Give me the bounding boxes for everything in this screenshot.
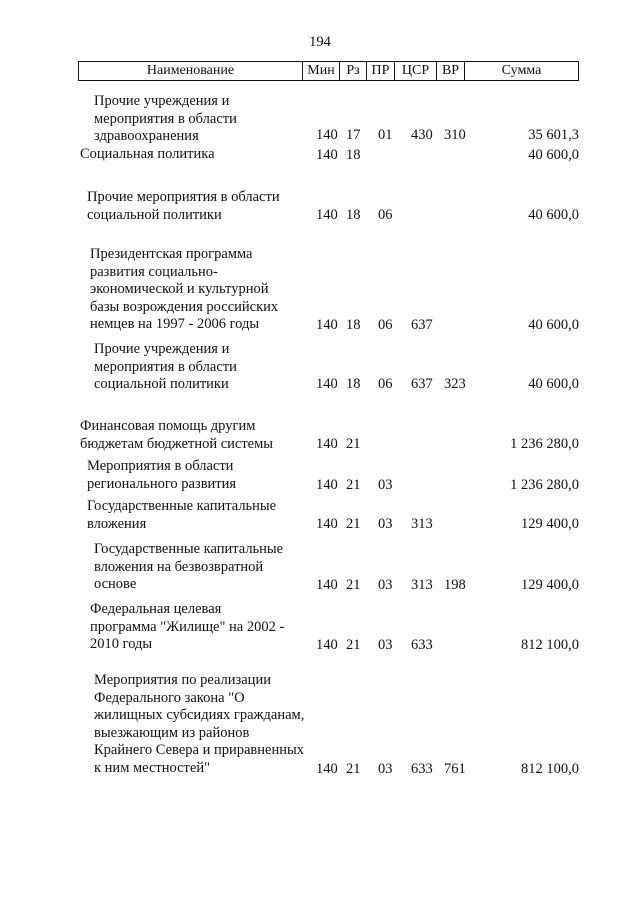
row-min: 140: [316, 317, 338, 333]
row-name: Мероприятия в области регионального развития: [87, 458, 237, 492]
row-csr: 430: [411, 127, 433, 143]
row-min: 140: [316, 516, 338, 532]
row-sum: 40 600,0: [528, 376, 579, 392]
row-vr: 310: [444, 127, 466, 143]
row-sum: 129 400,0: [521, 516, 579, 532]
row-name: Президентская программа развития социально- экономической и культурной базы возрождения российских немцев на 1997 - 2006 годы: [90, 246, 279, 333]
row-min: 140: [316, 761, 338, 777]
row-rz: 21: [346, 577, 361, 593]
row-csr: 633: [411, 637, 433, 653]
row-pr: 03: [378, 577, 393, 593]
row-sum: 40 600,0: [528, 147, 579, 163]
row-min: 140: [316, 436, 338, 452]
row-min: 140: [316, 147, 338, 163]
row-sum: 35 601,3: [528, 127, 579, 143]
header-min: Мин: [303, 62, 340, 80]
row-min: 140: [316, 577, 338, 593]
row-rz: 17: [346, 127, 361, 143]
row-sum: 129 400,0: [521, 577, 579, 593]
row-pr: 03: [378, 516, 393, 532]
row-pr: 03: [378, 637, 393, 653]
row-sum: 1 236 280,0: [510, 436, 579, 452]
row-min: 140: [316, 207, 338, 223]
row-name: Мероприятия по реализации Федерального закона "О жилищных субсидиях гражданам, выезжающим из районов Крайнего Севера и приравненных к ним местностей": [94, 672, 305, 776]
row-csr: 637: [411, 317, 433, 333]
row-rz: 18: [346, 207, 361, 223]
row-rz: 21: [346, 516, 361, 532]
row-pr: 03: [378, 761, 393, 777]
row-pr: 06: [378, 317, 393, 333]
row-sum: 40 600,0: [528, 317, 579, 333]
row-csr: 637: [411, 376, 433, 392]
row-sum: 812 100,0: [521, 637, 579, 653]
row-rz: 21: [346, 436, 361, 452]
header-rz: Рз: [340, 62, 367, 80]
row-min: 140: [316, 127, 338, 143]
row-rz: 18: [346, 376, 361, 392]
row-pr: 03: [378, 477, 393, 493]
row-name: Государственные капитальные вложения на безвозвратной основе: [94, 541, 284, 593]
row-csr: 633: [411, 761, 433, 777]
row-rz: 21: [346, 637, 361, 653]
row-pr: 01: [378, 127, 393, 143]
header-pr: ПР: [367, 62, 395, 80]
row-name: Социальная политика: [80, 146, 215, 162]
row-sum: 40 600,0: [528, 207, 579, 223]
row-name: Государственные капитальные вложения: [87, 498, 277, 532]
row-name: Прочие учреждения и мероприятия в области здравоохранения: [94, 93, 237, 145]
header-sum: Сумма: [501, 63, 542, 78]
header-name: Наименование: [79, 62, 303, 80]
header-csr: ЦСР: [395, 62, 437, 80]
row-vr: 323: [444, 376, 466, 392]
row-pr: 06: [378, 376, 393, 392]
row-csr: 313: [411, 516, 433, 532]
row-min: 140: [316, 477, 338, 493]
row-rz: 21: [346, 761, 361, 777]
row-vr: 198: [444, 577, 466, 593]
row-name: Прочие учреждения и мероприятия в области социальной политики: [94, 341, 237, 393]
header-vr: ВР: [437, 62, 465, 80]
row-rz: 21: [346, 477, 361, 493]
row-vr: 761: [444, 761, 466, 777]
row-pr: 06: [378, 207, 393, 223]
row-rz: 18: [346, 147, 361, 163]
row-min: 140: [316, 637, 338, 653]
row-sum: 812 100,0: [521, 761, 579, 777]
table-header: [78, 61, 579, 81]
row-name: Федеральная целевая программа "Жилище" на 2002 - 2010 годы: [90, 601, 285, 653]
row-name: Финансовая помощь другим бюджетам бюджетной системы: [80, 418, 274, 452]
row-sum: 1 236 280,0: [510, 477, 579, 493]
row-name: Прочие мероприятия в области социальной политики: [87, 189, 280, 223]
page-number: 194: [309, 34, 331, 50]
row-rz: 18: [346, 317, 361, 333]
row-csr: 313: [411, 577, 433, 593]
row-min: 140: [316, 376, 338, 392]
